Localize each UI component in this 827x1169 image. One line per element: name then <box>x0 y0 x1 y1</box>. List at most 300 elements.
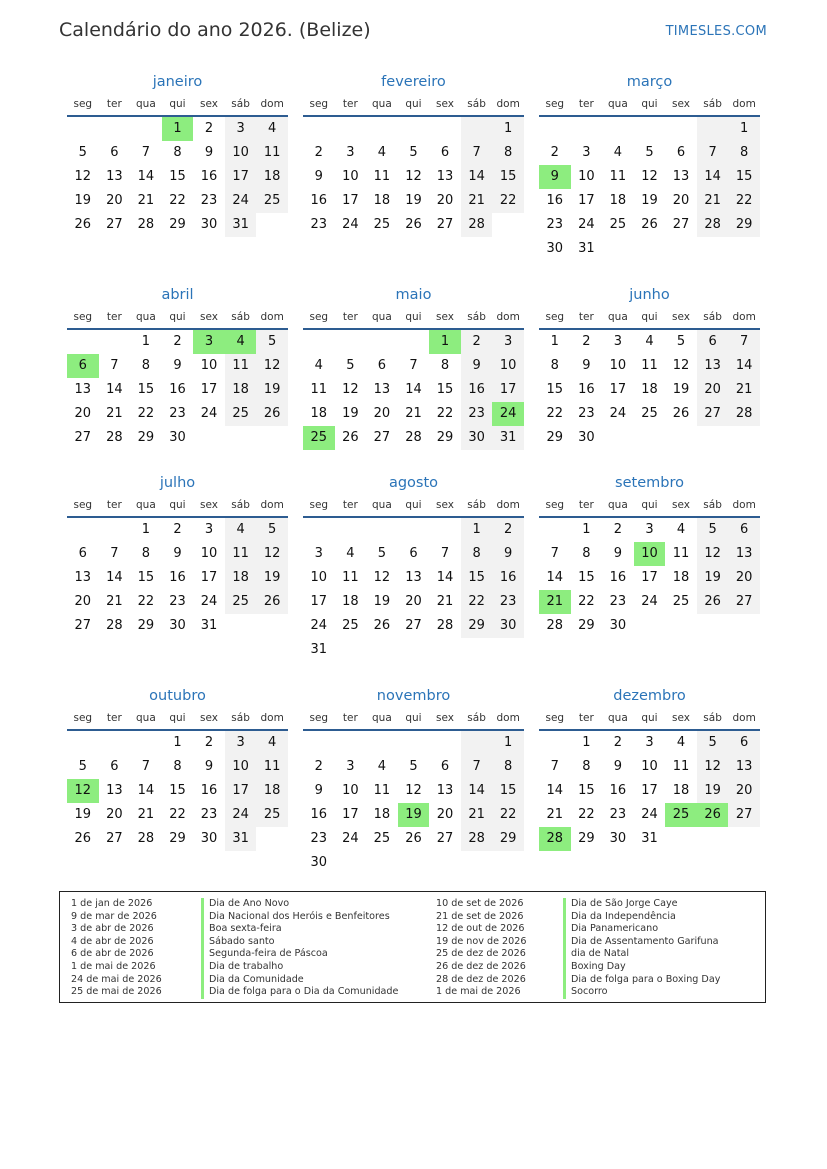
empty-cell <box>461 731 493 755</box>
day-cell: 2 <box>613 735 623 750</box>
day-cell: 9 <box>204 759 214 774</box>
day-cell: 22 <box>137 406 155 421</box>
day-cell: 7 <box>141 759 151 774</box>
weekday-header <box>539 495 760 518</box>
holiday-date: 19 de nov de 2026 <box>436 935 527 947</box>
empty-cell <box>539 518 571 542</box>
holiday-day: 10 <box>634 542 666 566</box>
day-cell: 16 <box>169 570 186 585</box>
day-cell: 23 <box>609 807 627 822</box>
day-cell: 10 <box>200 546 218 561</box>
day-cell: 16 <box>200 783 218 798</box>
weekday-label: sex <box>200 98 219 110</box>
day-cell: 27 <box>106 217 123 232</box>
day-cell: 4 <box>256 731 288 755</box>
empty-cell <box>67 518 99 542</box>
weekday-label: seg <box>309 712 329 724</box>
weekday-label: qua <box>136 98 156 110</box>
day-cell: 29 <box>461 614 493 638</box>
weekday-label: dom <box>496 499 520 511</box>
day-cell: 27 <box>697 402 729 426</box>
weekday-label: seg <box>73 712 93 724</box>
day-cell: 5 <box>409 759 418 774</box>
empty-cell <box>303 330 335 354</box>
day-cell: 17 <box>225 779 257 803</box>
weekday-label: sex <box>672 311 691 323</box>
legend-dates-left <box>71 898 162 999</box>
day-cell: 5 <box>645 145 654 160</box>
day-cell: 14 <box>546 783 564 798</box>
day-cell: 20 <box>436 193 454 208</box>
month-10 <box>303 684 524 875</box>
day-cell: 18 <box>373 193 391 208</box>
day-cell: 15 <box>137 382 155 397</box>
day-cell: 19 <box>373 594 391 609</box>
day-cell: 28 <box>546 618 564 633</box>
empty-cell <box>665 117 697 141</box>
day-grid <box>67 518 288 638</box>
empty-cell <box>398 117 430 141</box>
day-cell: 15 <box>169 169 186 184</box>
day-cell: 13 <box>74 570 92 585</box>
day-cell: 8 <box>492 141 524 165</box>
day-cell: 30 <box>200 217 218 232</box>
day-cell: 18 <box>256 165 288 189</box>
holiday-day: 1 <box>429 330 461 354</box>
day-grid <box>303 330 524 450</box>
day-cell: 5 <box>409 145 418 160</box>
day-cell: 22 <box>728 189 760 213</box>
day-cell: 15 <box>169 783 186 798</box>
holiday-date: 1 de mai de 2026 <box>71 960 156 972</box>
holiday-day: 25 <box>303 426 335 450</box>
day-cell: 28 <box>697 213 729 237</box>
weekday-label: seg <box>73 499 93 511</box>
holiday-name: Segunda-feira de Páscoa <box>201 948 398 961</box>
empty-cell <box>398 638 430 662</box>
empty-cell <box>665 827 697 851</box>
weekday-label: ter <box>106 499 122 511</box>
day-cell: 25 <box>225 402 257 426</box>
weekday-label: dom <box>260 311 284 323</box>
weekday-label: ter <box>342 98 358 110</box>
holiday-date: 3 de abr de 2026 <box>71 923 154 935</box>
brand-link[interactable]: TIMESLES.COM <box>665 24 767 39</box>
empty-cell <box>492 213 524 237</box>
day-cell: 11 <box>225 542 257 566</box>
day-cell: 19 <box>641 193 658 208</box>
day-cell: 29 <box>137 430 155 445</box>
day-cell: 18 <box>672 783 690 798</box>
weekday-label: sáb <box>231 98 250 110</box>
weekday-label: sex <box>200 499 219 511</box>
empty-cell <box>429 117 461 141</box>
day-cell: 8 <box>582 546 591 561</box>
empty-cell <box>303 731 335 755</box>
day-cell: 22 <box>578 594 595 609</box>
day-cell: 19 <box>74 193 92 208</box>
day-cell: 4 <box>314 358 323 373</box>
empty-cell <box>130 731 162 755</box>
empty-cell <box>398 731 430 755</box>
empty-cell <box>602 117 634 141</box>
holiday-day: 28 <box>539 827 571 851</box>
empty-cell <box>429 638 461 662</box>
weekday-label: qui <box>169 499 186 511</box>
weekday-label: ter <box>106 712 122 724</box>
day-cell: 26 <box>74 217 92 232</box>
day-cell: 6 <box>728 518 760 542</box>
day-cell: 9 <box>204 145 214 160</box>
day-cell: 13 <box>728 542 760 566</box>
day-cell: 29 <box>492 827 524 851</box>
empty-cell <box>225 614 257 638</box>
day-cell: 3 <box>225 117 257 141</box>
day-cell: 2 <box>314 759 323 774</box>
empty-cell <box>697 237 729 261</box>
day-cell: 2 <box>582 334 591 349</box>
day-cell: 7 <box>409 358 418 373</box>
day-cell: 18 <box>641 382 658 397</box>
empty-cell <box>335 518 367 542</box>
weekday-header <box>67 307 288 330</box>
day-cell: 3 <box>314 546 323 561</box>
weekday-label: dom <box>496 712 520 724</box>
weekday-header <box>303 708 524 731</box>
day-cell: 10 <box>641 759 658 774</box>
day-cell: 23 <box>492 590 524 614</box>
day-cell: 9 <box>314 783 323 798</box>
empty-cell <box>492 851 524 875</box>
weekday-label: qua <box>136 311 156 323</box>
day-cell: 3 <box>225 731 257 755</box>
month-name: novembro <box>376 688 451 704</box>
day-cell: 13 <box>697 354 729 378</box>
day-cell: 28 <box>461 213 493 237</box>
holiday-date: 1 de jan de 2026 <box>71 898 153 909</box>
month-name: abril <box>161 287 194 303</box>
empty-cell <box>728 614 760 638</box>
day-cell: 22 <box>546 406 564 421</box>
day-cell: 1 <box>582 735 591 750</box>
day-cell: 11 <box>256 141 288 165</box>
day-cell: 25 <box>609 217 627 232</box>
month-2 <box>539 70 760 261</box>
day-cell: 7 <box>110 546 119 561</box>
day-cell: 15 <box>492 165 524 189</box>
weekday-label: qua <box>372 499 392 511</box>
day-cell: 30 <box>461 426 493 450</box>
holiday-name: Dia Panamericano <box>563 923 720 936</box>
day-cell: 24 <box>609 406 627 421</box>
weekday-label: sáb <box>703 98 722 110</box>
day-cell: 29 <box>169 831 186 846</box>
holiday-day: 24 <box>492 402 524 426</box>
weekday-label: qua <box>136 712 156 724</box>
day-cell: 31 <box>578 241 595 256</box>
day-cell: 30 <box>200 831 218 846</box>
day-cell: 23 <box>546 217 564 232</box>
empty-cell <box>67 731 99 755</box>
day-cell: 28 <box>106 430 123 445</box>
day-cell: 4 <box>613 145 623 160</box>
day-cell: 9 <box>613 546 623 561</box>
empty-cell <box>398 518 430 542</box>
day-cell: 4 <box>377 145 387 160</box>
day-cell: 5 <box>78 759 87 774</box>
day-cell: 27 <box>672 217 690 232</box>
holiday-day: 19 <box>398 803 430 827</box>
holiday-date: 10 de set de 2026 <box>436 898 524 909</box>
empty-cell <box>461 638 493 662</box>
day-cell: 25 <box>256 189 288 213</box>
day-cell: 21 <box>106 406 123 421</box>
day-cell: 14 <box>461 779 493 803</box>
day-cell: 24 <box>200 594 218 609</box>
day-cell: 13 <box>106 169 123 184</box>
day-cell: 5 <box>377 546 387 561</box>
weekday-header <box>539 708 760 731</box>
weekday-label: seg <box>73 311 93 323</box>
weekday-label: seg <box>73 98 93 110</box>
weekday-label: dom <box>732 499 756 511</box>
day-cell: 29 <box>728 213 760 237</box>
day-cell: 23 <box>200 807 218 822</box>
day-cell: 18 <box>342 594 359 609</box>
month-6 <box>67 471 288 638</box>
empty-cell <box>634 117 666 141</box>
holiday-date: 6 de abr de 2026 <box>71 948 154 960</box>
day-cell: 16 <box>461 378 493 402</box>
day-cell: 4 <box>377 759 387 774</box>
day-cell: 24 <box>342 217 359 232</box>
day-cell: 24 <box>225 803 257 827</box>
day-cell: 23 <box>169 594 186 609</box>
weekday-header <box>303 495 524 518</box>
day-cell: 27 <box>106 831 123 846</box>
holiday-day: 9 <box>539 165 571 189</box>
day-cell: 2 <box>314 145 323 160</box>
holiday-name: Dia de São Jorge Caye <box>563 898 720 911</box>
day-cell: 21 <box>461 189 493 213</box>
day-cell: 15 <box>461 566 493 590</box>
day-cell: 1 <box>550 334 559 349</box>
day-cell: 19 <box>342 406 359 421</box>
day-cell: 28 <box>106 618 123 633</box>
day-cell: 30 <box>169 618 186 633</box>
weekday-header <box>539 94 760 117</box>
day-cell: 2 <box>492 518 524 542</box>
holiday-name: Dia de Ano Novo <box>201 898 398 911</box>
weekday-label: ter <box>578 98 594 110</box>
day-cell: 30 <box>310 855 328 870</box>
empty-cell <box>99 117 131 141</box>
day-cell: 26 <box>405 831 422 846</box>
legend-dates-right <box>436 898 526 999</box>
day-cell: 24 <box>200 406 218 421</box>
day-cell: 20 <box>405 594 422 609</box>
weekday-label: qua <box>608 712 628 724</box>
day-cell: 6 <box>728 731 760 755</box>
weekday-label: sáb <box>703 499 722 511</box>
day-cell: 4 <box>645 334 654 349</box>
day-cell: 20 <box>728 566 760 590</box>
day-cell: 25 <box>641 406 658 421</box>
weekday-label: dom <box>260 98 284 110</box>
day-cell: 23 <box>169 406 186 421</box>
weekday-label: sex <box>436 311 455 323</box>
day-cell: 2 <box>204 121 214 136</box>
weekday-header <box>539 307 760 330</box>
day-cell: 17 <box>310 594 328 609</box>
day-cell: 25 <box>342 618 359 633</box>
empty-cell <box>303 117 335 141</box>
day-cell: 6 <box>697 330 729 354</box>
day-cell: 26 <box>74 831 92 846</box>
day-cell: 26 <box>672 406 690 421</box>
day-cell: 15 <box>728 165 760 189</box>
day-cell: 28 <box>137 831 155 846</box>
month-name: julho <box>159 475 196 491</box>
weekday-label: qui <box>641 712 658 724</box>
day-cell: 7 <box>550 759 559 774</box>
empty-cell <box>303 518 335 542</box>
day-cell: 17 <box>342 193 359 208</box>
day-cell: 21 <box>461 803 493 827</box>
day-cell: 31 <box>200 618 218 633</box>
weekday-label: sáb <box>467 98 486 110</box>
month-4 <box>303 283 524 450</box>
day-cell: 3 <box>346 759 355 774</box>
day-cell: 23 <box>310 831 328 846</box>
holiday-date: 28 de dez de 2026 <box>436 973 526 985</box>
day-cell: 1 <box>461 518 493 542</box>
day-cell: 16 <box>200 169 218 184</box>
day-cell: 11 <box>310 382 328 397</box>
empty-cell <box>492 638 524 662</box>
day-cell: 13 <box>74 382 92 397</box>
weekday-label: seg <box>309 311 329 323</box>
weekday-label: qui <box>405 712 422 724</box>
holiday-day: 4 <box>225 330 257 354</box>
day-cell: 4 <box>346 546 355 561</box>
day-cell: 26 <box>405 217 422 232</box>
day-cell: 6 <box>78 546 87 561</box>
day-cell: 1 <box>173 735 182 750</box>
day-cell: 15 <box>578 570 595 585</box>
day-cell: 29 <box>578 618 595 633</box>
holiday-name: dia de Natal <box>563 948 720 961</box>
empty-cell <box>429 851 461 875</box>
day-cell: 1 <box>582 522 591 537</box>
page-title: Calendário do ano 2026. (Belize) <box>59 19 371 41</box>
day-cell: 30 <box>492 614 524 638</box>
weekday-label: sáb <box>703 311 722 323</box>
day-cell: 24 <box>342 831 359 846</box>
day-cell: 29 <box>578 831 595 846</box>
weekday-label: qui <box>641 499 658 511</box>
day-cell: 18 <box>310 406 328 421</box>
day-cell: 2 <box>204 735 214 750</box>
day-cell: 6 <box>110 759 119 774</box>
empty-cell <box>728 237 760 261</box>
day-cell: 8 <box>582 759 591 774</box>
holiday-date: 25 de mai de 2026 <box>71 986 162 998</box>
day-cell: 13 <box>405 570 422 585</box>
day-cell: 28 <box>405 430 422 445</box>
weekday-label: qua <box>608 98 628 110</box>
day-cell: 9 <box>314 169 323 184</box>
weekday-label: sáb <box>467 712 486 724</box>
empty-cell <box>335 638 367 662</box>
day-cell: 20 <box>728 779 760 803</box>
weekday-label: dom <box>496 98 520 110</box>
weekday-label: ter <box>578 311 594 323</box>
holiday-legend <box>59 891 766 1003</box>
day-cell: 25 <box>225 590 257 614</box>
day-cell: 12 <box>74 169 92 184</box>
empty-cell <box>130 117 162 141</box>
day-cell: 19 <box>697 779 729 803</box>
weekday-label: sáb <box>467 499 486 511</box>
day-cell: 17 <box>342 807 359 822</box>
day-cell: 16 <box>310 807 328 822</box>
month-8 <box>539 471 760 638</box>
day-cell: 30 <box>578 430 595 445</box>
weekday-label: ter <box>106 311 122 323</box>
day-cell: 27 <box>436 217 454 232</box>
day-cell: 15 <box>436 382 454 397</box>
day-cell: 9 <box>582 358 591 373</box>
day-cell: 22 <box>436 406 454 421</box>
empty-cell <box>539 731 571 755</box>
day-cell: 2 <box>613 522 623 537</box>
weekday-label: ter <box>106 98 122 110</box>
day-cell: 17 <box>225 165 257 189</box>
legend-names-right <box>563 898 720 999</box>
empty-cell <box>256 614 288 638</box>
empty-cell <box>429 731 461 755</box>
month-name: agosto <box>388 475 439 491</box>
day-cell: 7 <box>461 141 493 165</box>
weekday-label: qui <box>169 712 186 724</box>
day-cell: 25 <box>373 831 391 846</box>
month-name: fevereiro <box>381 74 446 90</box>
day-cell: 14 <box>546 570 564 585</box>
day-cell: 29 <box>137 618 155 633</box>
weekday-label: sex <box>436 98 455 110</box>
weekday-label: dom <box>496 311 520 323</box>
weekday-label: sáb <box>231 311 250 323</box>
day-cell: 4 <box>256 117 288 141</box>
day-cell: 6 <box>110 145 119 160</box>
day-cell: 12 <box>672 358 690 373</box>
day-cell: 25 <box>672 594 690 609</box>
holiday-date: 25 de dez de 2026 <box>436 948 526 960</box>
day-cell: 10 <box>492 354 524 378</box>
weekday-label: qua <box>136 499 156 511</box>
holiday-name: Dia de folga para o Boxing Day <box>563 974 720 987</box>
day-cell: 31 <box>225 213 257 237</box>
day-cell: 18 <box>225 566 257 590</box>
day-cell: 5 <box>697 518 729 542</box>
holiday-day: 3 <box>193 330 225 354</box>
empty-cell <box>398 851 430 875</box>
legend-names-left <box>201 898 398 999</box>
day-cell: 3 <box>582 145 591 160</box>
day-cell: 14 <box>106 570 123 585</box>
day-cell: 1 <box>141 334 151 349</box>
